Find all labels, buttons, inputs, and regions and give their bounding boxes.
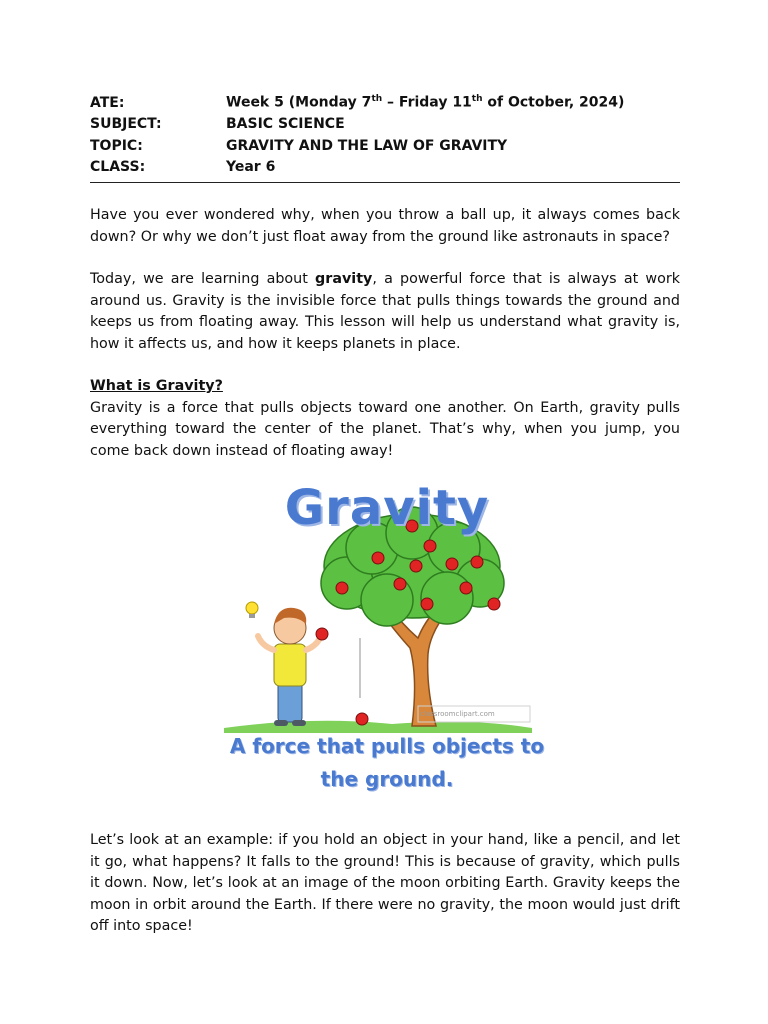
subject-value: BASIC SCIENCE — [226, 116, 345, 133]
gravity-illustration — [222, 478, 552, 808]
figure-caption — [222, 730, 552, 796]
section-heading: What is Gravity? — [90, 378, 223, 394]
boy-icon — [258, 608, 328, 726]
definition-paragraph: Gravity is a force that pulls objects toward one another. On Earth, gravity pulls everything toward the center of the planet. That’s why, when you jump, you come back down instead of floating away! — [90, 399, 680, 459]
header-divider — [90, 182, 680, 183]
class-value: Year 6 — [226, 159, 276, 176]
class-row — [90, 157, 680, 179]
lightbulb-icon — [246, 602, 258, 618]
figure-watermark: classroomclipart.com — [420, 710, 495, 718]
figure-title: Gravity — [284, 480, 490, 536]
lesson-header-table — [90, 92, 680, 178]
date-label: ATE: — [90, 94, 125, 111]
topic-value: GRAVITY AND THE LAW OF GRAVITY — [226, 137, 508, 154]
figure-caption-line2: the ground. — [320, 767, 454, 791]
figure-caption-line1: A force that pulls objects to — [229, 734, 545, 758]
example-paragraph: Let’s look at an example: if you hold an object in your hand, like a pencil, and let it go, what happens? It falls to the ground! This is because of gravity, which pulls it down. Now, let’s look at an image of the moon orbiting Earth. Gravity keeps the moon in orbit around the Earth. If there were no gravity, the moon would just drift off into space! — [90, 832, 680, 934]
intro-paragraph: Have you ever wondered why, when you throw a ball up, it always comes back down? Or why we don’t just float away from the ground like astronauts in space? — [90, 207, 680, 245]
today-paragraph: Today, we are learning about gravity, a powerful force that is always at work around us. Gravity is the invisible force that pulls things towards the ground and keeps us from floating away. This lesson will help us understand what gravity is, how it affects us, and how it keeps planets in place. — [90, 271, 680, 352]
date-row — [90, 92, 680, 114]
gravity-keyword: gravity — [315, 271, 373, 287]
date-value: Week 5 (Monday 7th – Friday 11th of October, 2024) — [226, 94, 625, 112]
subject-row — [90, 114, 680, 136]
topic-label: TOPIC: — [90, 137, 143, 154]
class-label: CLASS: — [90, 159, 146, 176]
topic-row — [90, 135, 680, 157]
lesson-page — [90, 92, 680, 938]
fallen-apple-icon — [356, 713, 368, 725]
subject-label: SUBJECT: — [90, 116, 162, 133]
